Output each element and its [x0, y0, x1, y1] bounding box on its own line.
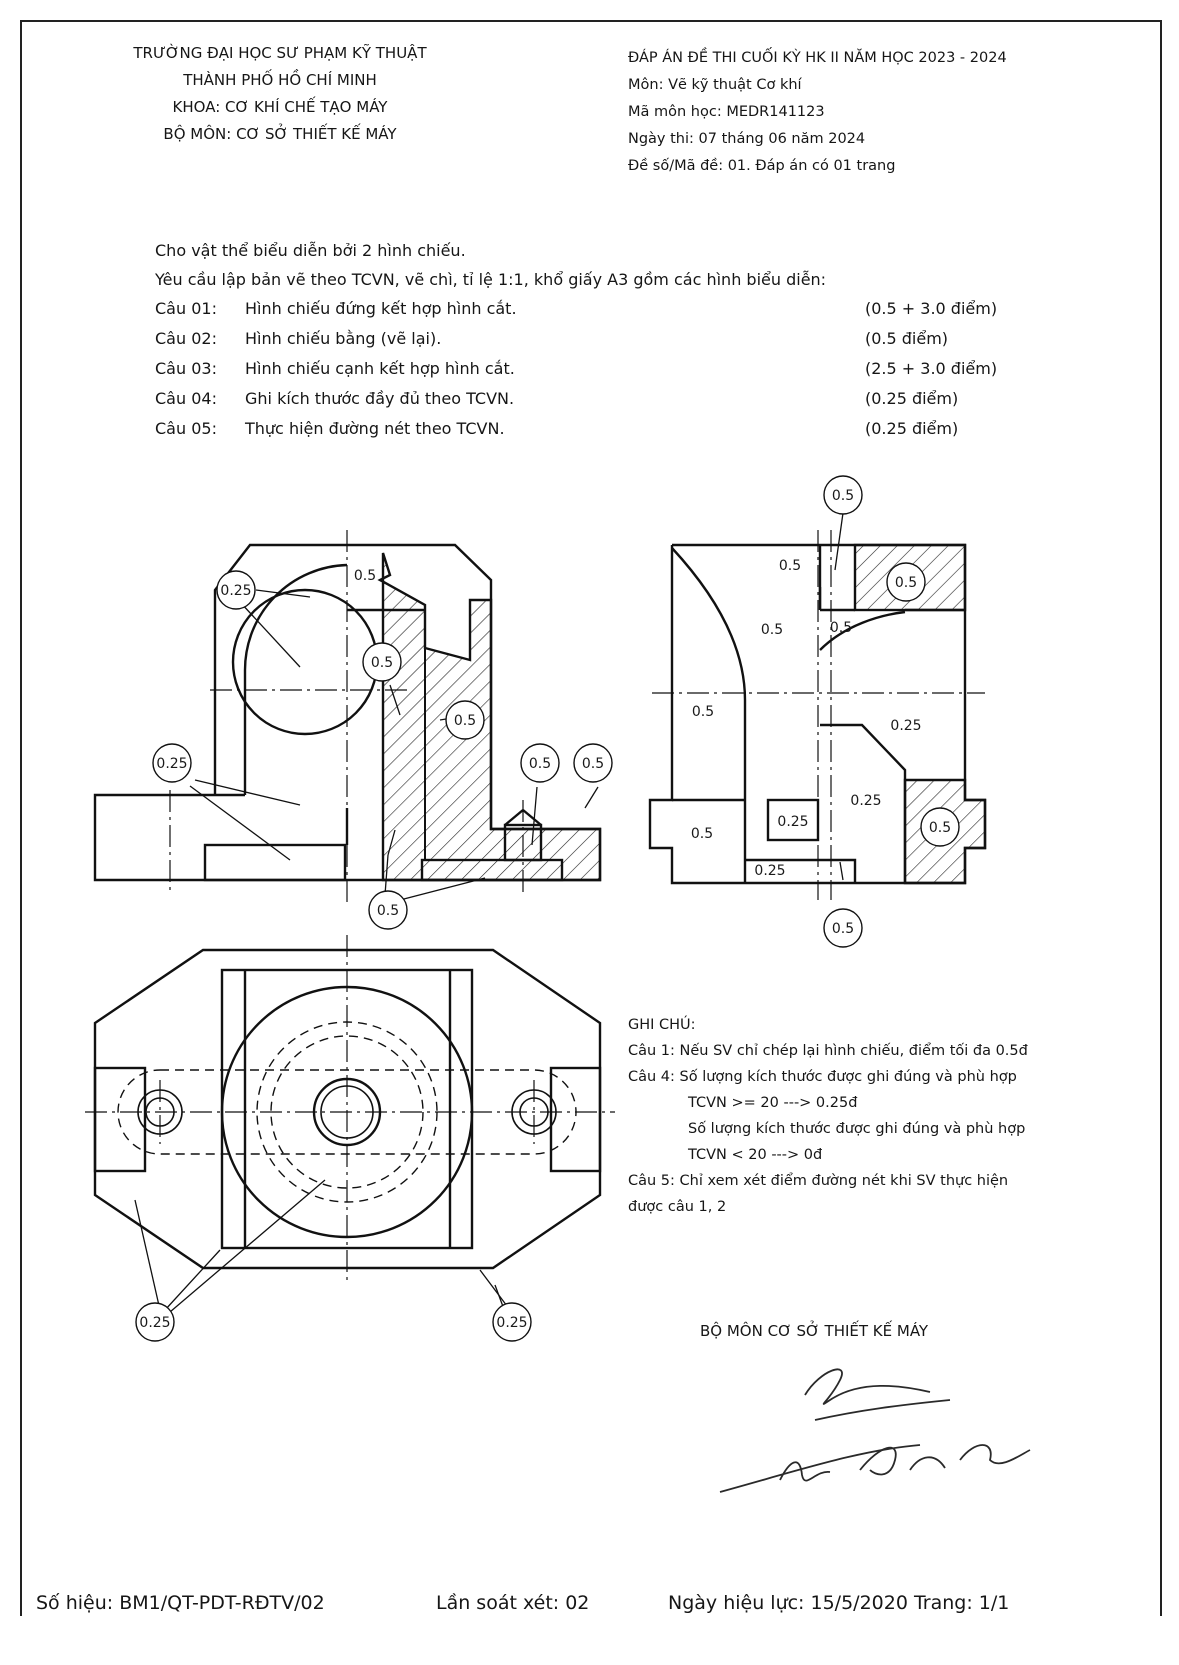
note-line: TCVN < 20 ---> 0đ	[688, 1147, 823, 1163]
side-view-leaders	[835, 513, 843, 880]
revision: Lần soát xét: 02	[436, 1592, 590, 1614]
score-label: 0.5	[831, 488, 855, 504]
score-label: 0.25	[777, 814, 809, 830]
score-label: 0.5	[528, 756, 552, 772]
question-number: Câu 02:	[155, 329, 217, 348]
page-footer	[36, 1592, 1009, 1614]
note-line: Câu 1: Nếu SV chỉ chép lại hình chiếu, điểm tối đa 0.5đ	[628, 1043, 1028, 1059]
department-name: BỘ MÔN: CƠ SỞ THIẾT KẾ MÁY	[163, 125, 397, 143]
handwritten-signature	[720, 1369, 1030, 1492]
score-label: 0.5	[691, 704, 715, 720]
score-label: 0.5	[778, 558, 802, 574]
score-label: 0.25	[890, 718, 922, 734]
question-text: Hình chiếu bằng (vẽ lại).	[245, 329, 442, 348]
note-line: được câu 1, 2	[628, 1199, 727, 1215]
score-label: 0.25	[156, 756, 188, 772]
effective-date: Ngày hiệu lực: 15/5/2020 Trang: 1/1	[668, 1592, 1010, 1614]
score-label: 0.25	[139, 1315, 171, 1331]
score-label: 0.25	[220, 583, 252, 599]
notes-block	[628, 1012, 1108, 1220]
task-requirement: Yêu cầu lập bản vẽ theo TCVN, vẽ chì, tỉ lệ 1:1, khổ giấy A3 gồm các hình biểu diễn:	[155, 270, 827, 289]
question-number: Câu 03:	[155, 359, 217, 378]
form-code: Số hiệu: BM1/QT-PDT-RĐTV/02	[36, 1592, 325, 1614]
score-label: 0.5	[829, 620, 853, 636]
question-text: Thực hiện đường nét theo TCVN.	[245, 419, 505, 438]
score-label: 0.5	[690, 826, 714, 842]
notes-title: GHI CHÚ:	[628, 1017, 696, 1033]
question-text: Hình chiếu đứng kết hợp hình cắt.	[245, 299, 517, 318]
top-view-score-bubbles	[136, 1303, 531, 1341]
note-line: TCVN >= 20 ---> 0.25đ	[688, 1095, 858, 1111]
signature-block	[700, 1322, 1030, 1340]
question-points: (0.5 điểm)	[865, 329, 949, 348]
score-label: 0.5	[928, 820, 952, 836]
note-line: Số lượng kích thước được ghi đúng và phù hợp	[688, 1121, 1026, 1137]
score-label: 0.25	[496, 1315, 528, 1331]
question-number: Câu 05:	[155, 419, 217, 438]
question-number: Câu 01:	[155, 299, 217, 318]
question-points: (0.5 + 3.0 điểm)	[865, 299, 998, 318]
question-text: Hình chiếu cạnh kết hợp hình cắt.	[245, 359, 515, 378]
note-line: Câu 5: Chỉ xem xét điểm đường nét khi SV thực hiện	[628, 1173, 1009, 1189]
exam-title: ĐÁP ÁN ĐỀ THI CUỐI KỲ HK II NĂM HỌC 2023 - 2024	[628, 50, 1007, 66]
score-label: 0.5	[581, 756, 605, 772]
task-intro: Cho vật thể biểu diễn bởi 2 hình chiếu.	[155, 241, 466, 260]
university-name: TRƯỜNG ĐẠI HỌC SƯ PHẠM KỸ THUẬT	[133, 44, 427, 62]
exam-date: Ngày thi: 07 tháng 06 năm 2024	[628, 131, 866, 147]
score-label: 0.5	[376, 903, 400, 919]
exam-number: Đề số/Mã đề: 01. Đáp án có 01 trang	[628, 158, 896, 174]
score-label: 0.5	[831, 921, 855, 937]
score-label: 0.25	[754, 863, 786, 879]
question-number: Câu 04:	[155, 389, 217, 408]
note-line: Câu 4: Số lượng kích thước được ghi đúng và phù hợp	[628, 1069, 1017, 1085]
subject: Môn: Vẽ kỹ thuật Cơ khí	[628, 77, 802, 93]
score-label: 0.5	[353, 568, 377, 584]
signature-department: BỘ MÔN CƠ SỞ THIẾT KẾ MÁY	[700, 1322, 929, 1340]
score-label: 0.25	[850, 793, 882, 809]
city-name: THÀNH PHỐ HỒ CHÍ MINH	[183, 71, 377, 89]
question-points: (0.25 điểm)	[865, 389, 959, 408]
score-label: 0.5	[760, 622, 784, 638]
question-text: Ghi kích thước đầy đủ theo TCVN.	[245, 389, 515, 408]
faculty-name: KHOA: CƠ KHÍ CHẾ TẠO MÁY	[172, 98, 388, 116]
score-label: 0.5	[370, 655, 394, 671]
score-label: 0.5	[894, 575, 918, 591]
score-label: 0.5	[453, 713, 477, 729]
question-points: (0.25 điểm)	[865, 419, 959, 438]
top-view-leaders	[135, 1180, 510, 1312]
question-points: (2.5 + 3.0 điểm)	[865, 359, 998, 378]
course-code: Mã môn học: MEDR141123	[628, 104, 825, 120]
